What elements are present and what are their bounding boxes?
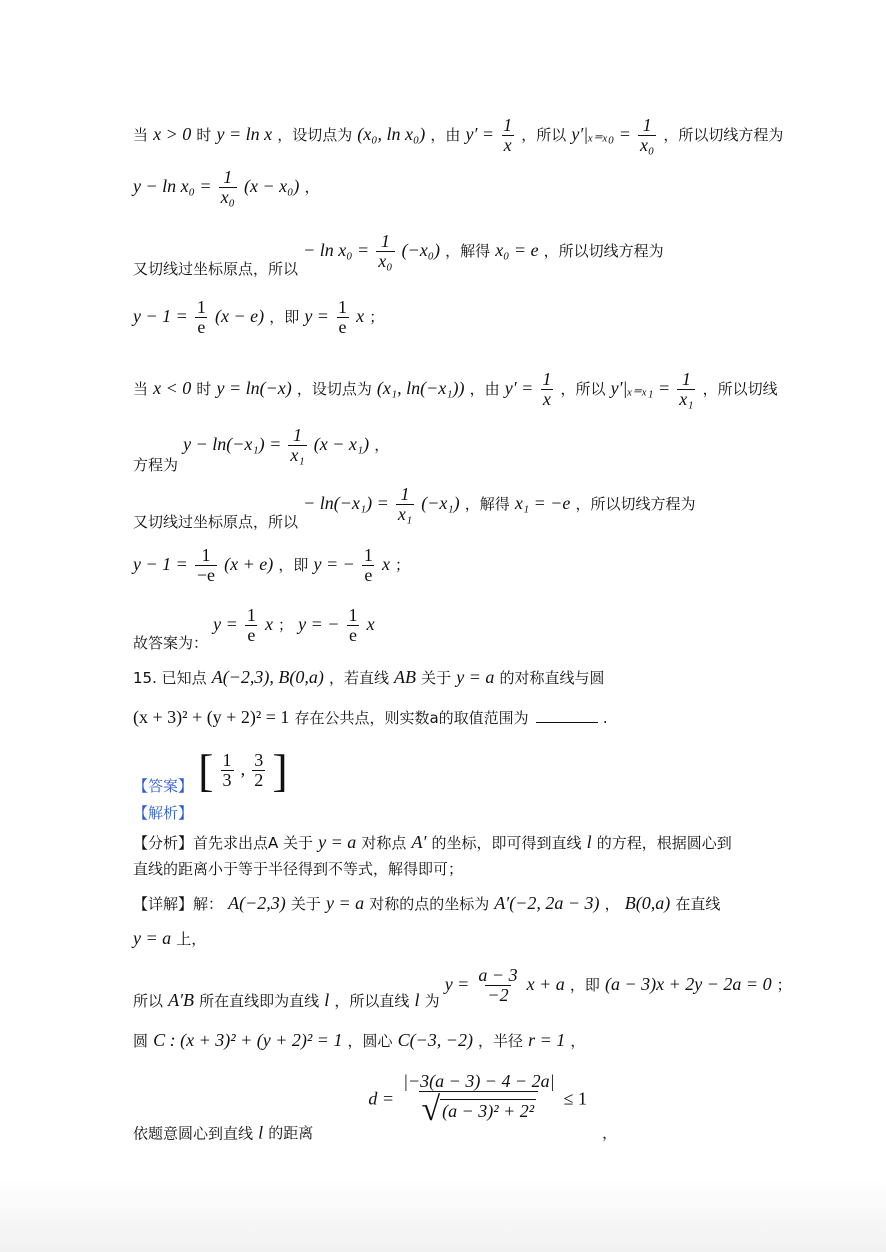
numerator: 1: [201, 545, 211, 565]
text: ，即: [269, 307, 300, 326]
separator: ,: [240, 759, 246, 779]
math: − ln x₀ =: [303, 239, 370, 260]
math: x₁ = −e: [514, 492, 571, 513]
fraction: [245, 606, 258, 645]
q15-statement-1: [133, 667, 605, 688]
math: y − ln(−x₁) =: [183, 433, 282, 454]
radicand: (a − 3)² + 2²: [442, 1100, 535, 1121]
text: ，由: [469, 379, 500, 398]
line-l-equation: [133, 966, 792, 1011]
text: 关于: [290, 895, 321, 913]
math: x: [264, 613, 273, 634]
circle-row: [133, 1030, 585, 1051]
math: (x + e): [224, 553, 274, 574]
text: 依题意圆心到直线: [133, 1124, 254, 1143]
numerator: 1: [380, 231, 390, 251]
analysis-label: 【解析】: [133, 804, 194, 822]
math: y = a: [133, 928, 172, 948]
math: y − 1 =: [133, 305, 188, 326]
math: A′B: [168, 989, 195, 1010]
numerator: 3: [254, 750, 264, 771]
answer-row: [133, 744, 288, 797]
text: 对称的点的坐标为: [369, 895, 490, 913]
text: ，设切点为: [277, 125, 353, 144]
text: 为: [424, 991, 440, 1010]
text: ，所以直线: [334, 991, 410, 1010]
fraction: [288, 426, 306, 465]
text: 当: [133, 125, 149, 144]
line-case-positive: [133, 116, 783, 155]
text: ；: [395, 555, 411, 574]
denominator: −e: [196, 564, 216, 585]
numerator: 1: [293, 425, 302, 445]
fraction: [476, 966, 519, 1005]
text: ，所以切线: [702, 379, 778, 398]
text: 关于: [421, 669, 452, 687]
numerator: |−3(a − 3) − 4 − 2a|: [403, 1071, 555, 1091]
text: 的方程，根据圆心到: [596, 834, 732, 852]
text: ，: [604, 895, 620, 913]
text: ；: [278, 615, 294, 634]
fraction: [362, 546, 375, 585]
sqrt: [421, 1092, 536, 1128]
text: ，所以切线方程为: [543, 241, 664, 260]
text: 的距离: [268, 1124, 314, 1143]
numerator: 1: [348, 605, 358, 625]
text: ，: [570, 1032, 586, 1050]
denominator: e: [197, 316, 206, 337]
text: 对称点: [361, 834, 407, 852]
math: y − 1 =: [133, 553, 188, 574]
q15-statement-2: [133, 707, 608, 728]
math: x₀ = e: [495, 239, 539, 260]
text: ，解得: [445, 241, 491, 260]
fraction: [396, 485, 414, 524]
text: 又切线过坐标原点，所以: [133, 259, 299, 278]
numerator: 1: [363, 545, 373, 565]
text: 15. 已知点: [133, 669, 207, 687]
eq-tangent-neg-e: [133, 546, 410, 585]
page-bottom-band: [0, 1180, 886, 1252]
text: ，解得: [464, 494, 510, 513]
numerator: 1: [400, 484, 410, 504]
denominator: x: [503, 134, 512, 155]
math: y =: [304, 305, 329, 326]
denominator: x₀: [220, 186, 235, 207]
radical-sign: √: [421, 1090, 441, 1128]
math: y = a: [456, 667, 495, 687]
fraction: [347, 606, 360, 645]
denominator: x₁: [290, 444, 305, 465]
fraction: [219, 168, 237, 207]
numerator: 1: [223, 167, 233, 187]
text: ，: [602, 1124, 618, 1143]
fraction: [677, 370, 695, 409]
math: x < 0: [153, 377, 192, 398]
xiangjie-row-1: [133, 893, 720, 914]
math: y = ln x: [216, 123, 273, 144]
math: y − ln x₀ =: [133, 175, 212, 196]
eq-tangent-x0: [133, 168, 319, 207]
line-through-origin-2: [133, 485, 695, 532]
text: 上，: [176, 930, 207, 948]
math: − ln(−x₁) =: [303, 492, 389, 513]
text: 存在公共点，则实数a的取值范围为: [294, 709, 529, 727]
math: (x − x₀): [243, 175, 300, 196]
math: l: [258, 1122, 264, 1143]
eq-tangent-e: [133, 298, 384, 337]
math: x: [356, 305, 365, 326]
math: y = a: [318, 832, 357, 852]
math: (x − e): [214, 305, 265, 326]
bracket-close: ]: [272, 745, 288, 796]
numerator: 1: [246, 605, 256, 625]
denominator: 3: [222, 770, 232, 790]
math: y′|ₓ₌ₓ₁ =: [610, 377, 671, 398]
text: ，所以切线方程为: [575, 494, 696, 513]
text: 直线的距离小于等于半径得到不等式，解得即可；: [133, 860, 464, 878]
fraction: [195, 546, 217, 585]
math: A′: [411, 832, 427, 852]
fraction: [336, 298, 349, 337]
text: ；: [776, 975, 792, 994]
math: x: [381, 553, 390, 574]
text: ，: [304, 177, 320, 196]
fraction: [638, 116, 656, 155]
fraction: [540, 370, 553, 409]
numerator: 1: [338, 297, 348, 317]
fraction: [221, 751, 234, 790]
text: 又切线过坐标原点，所以: [133, 512, 299, 531]
fraction: [501, 116, 514, 155]
text: 所以: [133, 991, 164, 1010]
denominator: x₀: [378, 250, 393, 271]
math: (−x₀): [401, 239, 440, 260]
text: 圆: [133, 1032, 149, 1050]
answer-label: 【答案】: [133, 777, 194, 795]
math: y = a: [325, 893, 365, 913]
denominator: −2: [487, 984, 509, 1005]
text: ，圆心: [347, 1032, 393, 1050]
math: l: [586, 832, 592, 852]
text: 的坐标，即可得到直线: [431, 834, 582, 852]
text: ，若直线: [328, 669, 389, 687]
answer-blank: [536, 708, 598, 723]
text: ，所以: [560, 379, 606, 398]
math: x > 0: [153, 123, 192, 144]
denominator: e: [338, 316, 347, 337]
text: ，由: [430, 125, 461, 144]
math: AB: [394, 667, 417, 687]
text: ，半径: [478, 1032, 524, 1050]
line-through-origin-1: [133, 232, 664, 279]
denominator: [419, 1091, 538, 1128]
math: y′ =: [465, 123, 495, 144]
denominator: x: [542, 388, 551, 409]
math: (x₀, ln x₀): [357, 123, 426, 144]
math: y =: [213, 613, 238, 634]
math: y =: [444, 973, 470, 994]
math: A(−2,3): [228, 893, 286, 913]
math: d =: [368, 1088, 394, 1109]
text: ，设切点为: [296, 379, 372, 398]
text: 时: [196, 379, 212, 398]
text: 所在直线即为直线: [199, 991, 320, 1010]
math: (x₁, ln(−x₁)): [376, 377, 465, 398]
math: y = ln(−x): [216, 377, 292, 398]
text: 首先求出点A 关于: [193, 834, 314, 852]
fenxi-row-2: [133, 858, 463, 879]
text: 的对称直线与圆: [499, 669, 605, 687]
denominator: e: [349, 624, 358, 645]
math: x: [366, 613, 375, 634]
text: 【分析】: [133, 834, 194, 852]
distance-fraction: [401, 1072, 556, 1128]
text: ，即: [569, 975, 600, 994]
text: 【详解】: [133, 895, 194, 913]
math: C : (x + 3)² + (y + 2)² = 1: [153, 1030, 343, 1050]
math: B(0,a): [624, 893, 671, 913]
line-answer-14: [133, 606, 375, 653]
text: 方程为: [133, 455, 179, 474]
math: ≤ 1: [563, 1088, 588, 1109]
numerator: 1: [681, 369, 691, 389]
numerator: 1: [222, 750, 232, 771]
fenxi-row-1: [133, 832, 732, 853]
math: (a − 3)x + 2y − 2a = 0: [605, 973, 772, 994]
denominator: x₀: [639, 134, 655, 155]
denominator: 2: [254, 770, 264, 790]
fraction: [195, 298, 208, 337]
text: 当: [133, 379, 149, 398]
denominator: e: [247, 624, 256, 645]
math: l: [414, 989, 420, 1010]
text: ，所以: [521, 125, 567, 144]
bracket-open: [: [198, 745, 214, 796]
math: A′(−2, 2a − 3): [494, 893, 600, 913]
text: ；: [369, 307, 385, 326]
numerator: 1: [196, 297, 206, 317]
text: 故答案为：: [133, 633, 209, 652]
math: C(−3, −2): [397, 1030, 473, 1050]
denominator: e: [364, 564, 373, 585]
text: 解：: [193, 895, 224, 913]
eq-tangent-x1: [133, 426, 389, 475]
numerator: 1: [503, 115, 513, 135]
fraction: [376, 232, 394, 271]
math: (x + 3)² + (y + 2)² = 1: [133, 707, 290, 727]
math: y′ =: [504, 377, 534, 398]
text: ，即: [278, 555, 309, 574]
math: r = 1: [528, 1030, 566, 1050]
text: 时: [196, 125, 212, 144]
math: y′|ₓ₌ₓ₀ =: [571, 123, 631, 144]
line-case-negative: [133, 370, 778, 409]
math: y = −: [313, 553, 355, 574]
math: A(−2,3), B(0,a): [211, 667, 324, 687]
math: (x − x₁): [313, 433, 370, 454]
analysis-label-row: [133, 802, 193, 823]
text: ，: [374, 435, 390, 454]
text: ，所以切线方程为: [663, 125, 784, 144]
denominator: x₁: [679, 388, 694, 409]
numerator: 1: [642, 115, 652, 135]
math: (−x₁): [421, 492, 460, 513]
numerator: a − 3: [478, 965, 518, 985]
text: .: [602, 709, 608, 727]
math: y = −: [298, 613, 340, 634]
denominator: x₁: [397, 503, 413, 524]
distance-row: [133, 1072, 617, 1143]
fraction: [252, 751, 265, 790]
xiangjie-row-2: [133, 928, 206, 949]
math: x + a: [526, 973, 565, 994]
math: l: [324, 989, 330, 1010]
numerator: 1: [542, 369, 552, 389]
text: 在直线: [675, 895, 721, 913]
